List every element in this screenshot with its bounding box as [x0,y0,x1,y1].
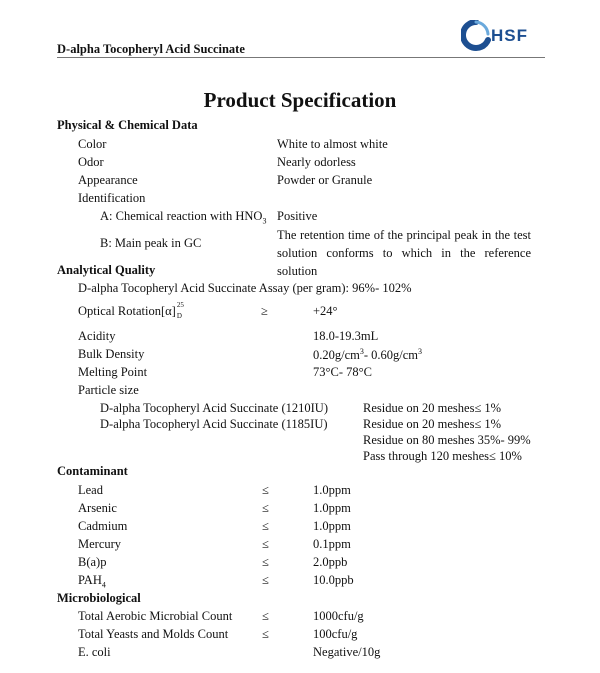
spec-label-acidity: Acidity [78,329,116,343]
spec-value-acidity: 18.0-19.3mL [313,329,379,343]
spec-label-color: Color [78,137,107,151]
spec-value-odor: Nearly odorless [277,155,356,169]
section-heading-analytical: Analytical Quality [57,263,156,277]
contaminant-value-mercury: 0.1ppm [313,537,351,551]
contaminant-label-arsenic: Arsenic [78,501,117,515]
micro-value-yeasts-molds: 100cfu/g [313,627,358,641]
spec-op-optical-rotation: ≥ [261,304,268,318]
spec-label-optical-rotation: Optical Rotation[α] 25 D [78,301,184,321]
particle-spec-1185iu-3: Pass through 120 meshes≤ 10% [363,449,522,463]
contaminant-label-bap: B(a)p [78,555,107,569]
logo-text: HSF [491,26,528,45]
logo-mark-icon [461,20,491,52]
spec-value-appearance: Powder or Granule [277,173,373,187]
contaminant-label-pah4: $PAH_4$ [78,573,106,590]
contaminant-op-pah4: ≤ [262,573,269,587]
contaminant-value-lead: 1.0ppm [313,483,351,497]
spec-label-particle-size: Particle size [78,383,139,397]
particle-spec-1185iu-2: Residue on 80 meshes 35%- 99% [363,433,531,447]
header-product-name: D-alpha Tocopheryl Acid Succinate [57,42,245,56]
contaminant-label-lead: Lead [78,483,103,497]
spec-label-odor: Odor [78,155,104,169]
spec-value-melting-point: 73°C- 78°C [313,365,372,379]
contaminant-value-bap: 2.0ppb [313,555,348,569]
section-heading-physical: Physical & Chemical Data [57,118,198,132]
micro-value-aerobic: 1000cfu/g [313,609,364,623]
spec-label-ident-b: B: Main peak in GC [100,236,202,250]
spec-value-ident-a: Positive [277,209,318,223]
spec-label-melting-point: Melting Point [78,365,148,379]
spec-value-color: White to almost white [277,137,388,151]
micro-label-ecoli: E. coli [78,645,111,659]
particle-item-1185iu: D-alpha Tocopheryl Acid Succinate (1185IU) [100,417,328,431]
spec-label-identification: Identification [78,191,146,205]
micro-value-ecoli: Negative/10g [313,645,381,659]
contaminant-op-cadmium: ≤ [262,519,269,533]
contaminant-value-cadmium: 1.0ppm [313,519,351,533]
micro-label-yeasts-molds: Total Yeasts and Molds Count [78,627,229,641]
contaminant-label-cadmium: Cadmium [78,519,128,533]
particle-item-1210iu: D-alpha Tocopheryl Acid Succinate (1210IU) [100,401,328,415]
contaminant-value-arsenic: 1.0ppm [313,501,351,515]
contaminant-label-mercury: Mercury [78,537,122,551]
contaminant-op-mercury: ≤ [262,537,269,551]
spec-value-bulk-density: $0.20g/cm^3-$ $0.60g/cm^3$ [313,347,423,363]
micro-op-aerobic: ≤ [262,609,269,623]
contaminant-op-arsenic: ≤ [262,501,269,515]
spec-label-bulk-density: Bulk Density [78,347,145,361]
section-heading-microbiological: Microbiological [57,591,141,605]
section-heading-contaminant: Contaminant [57,464,128,478]
header-divider [57,57,545,58]
spec-value-ident-b: The retention time of the principal peak in the test solution conforms to which in the reference solution [277,228,531,278]
page-title: Product Specification [203,88,397,112]
brand-logo [461,20,541,52]
micro-op-yeasts-molds: ≤ [262,627,269,641]
contaminant-value-pah4: 10.0ppb [313,573,354,587]
particle-spec-1185iu-1: Residue on 20 meshes≤ 1% [363,417,502,431]
spec-value-optical-rotation: +24° [313,304,338,318]
contaminant-op-lead: ≤ [262,483,269,497]
contaminant-op-bap: ≤ [262,555,269,569]
particle-spec-1210iu: Residue on 20 meshes≤ 1% [363,401,502,415]
micro-label-aerobic: Total Aerobic Microbial Count [78,609,233,623]
assay-line: D-alpha Tocopheryl Acid Succinate Assay (per gram): 96%- 102% [78,281,412,295]
spec-label-appearance: Appearance [78,173,138,187]
spec-label-ident-a: A: Chemical reaction with $HNO_3$ [100,209,267,226]
